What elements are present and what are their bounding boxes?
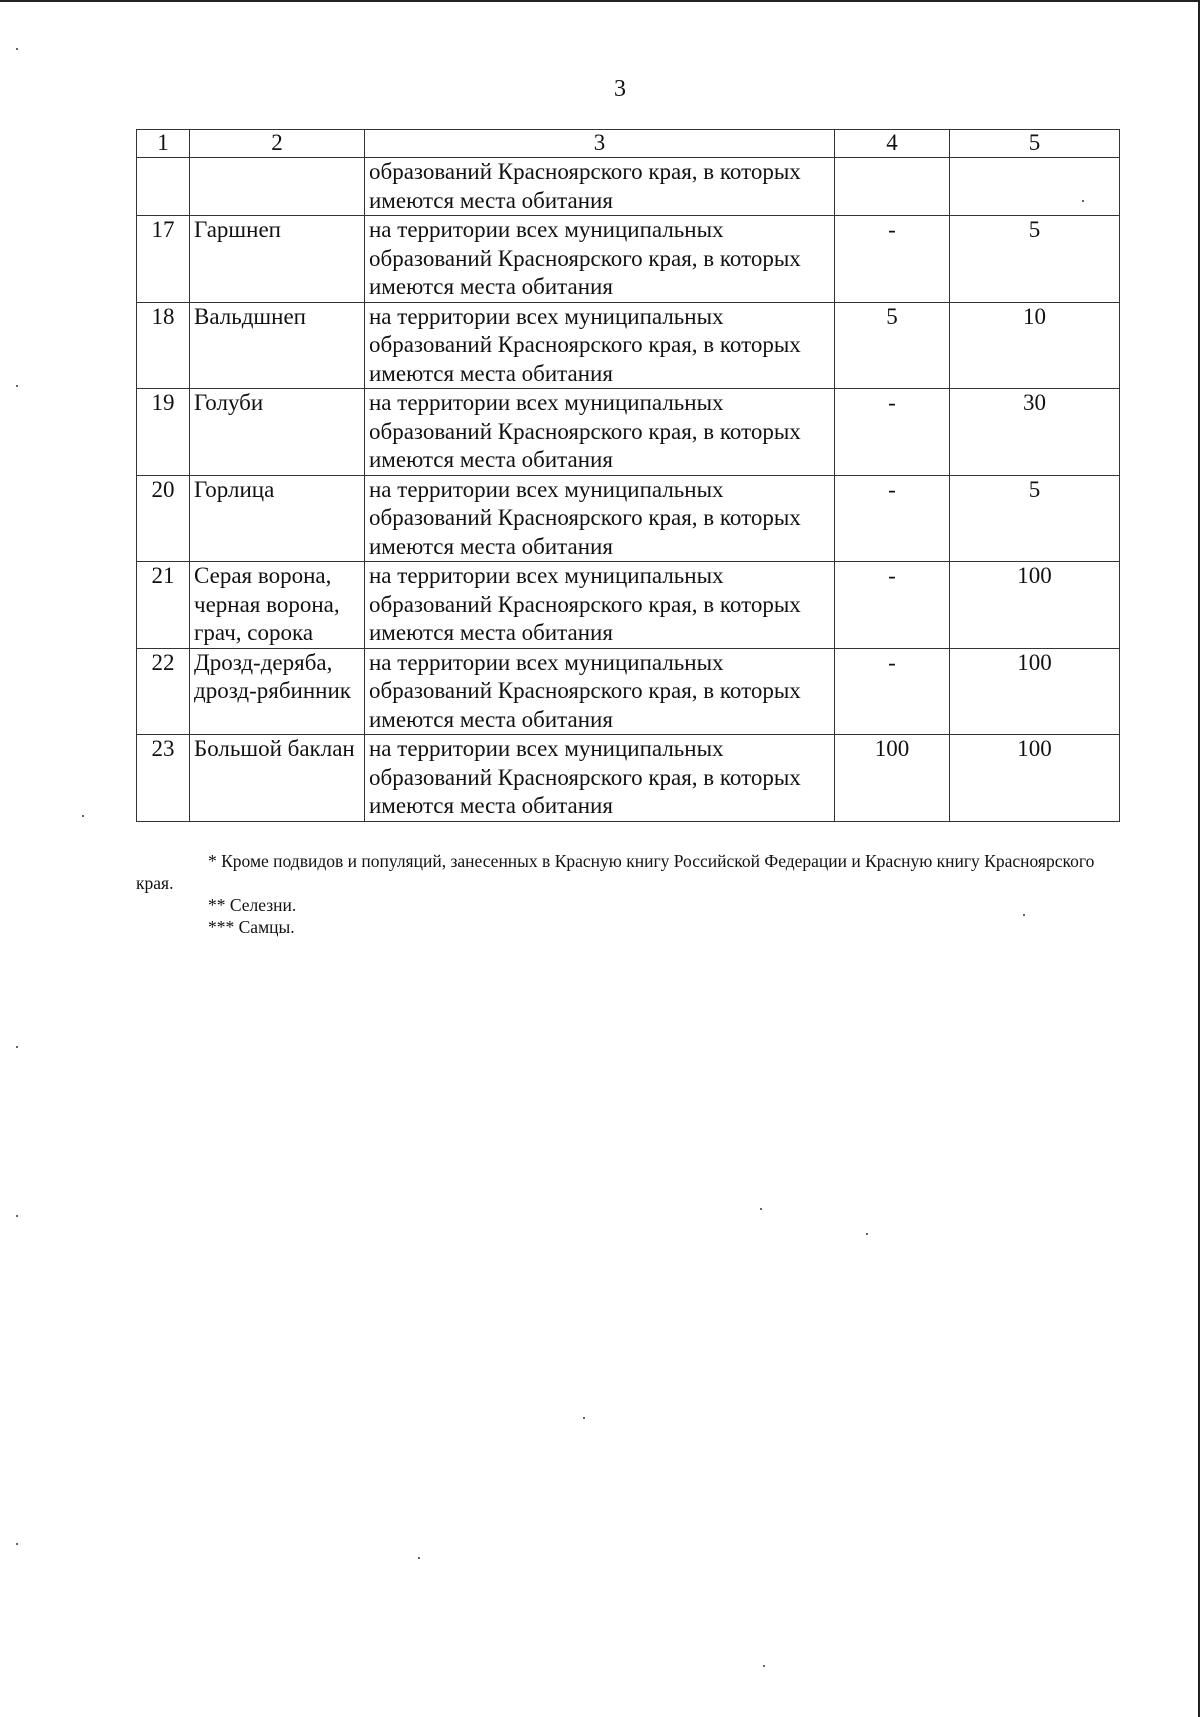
footnote-red-book: * Кроме подвидов и популяций, занесенных в Красную книгу Российской Федерации и Красную книгу Красноярского края. <box>136 851 1095 893</box>
table-row <box>137 475 1120 562</box>
territory-cell: на территории всех муниципальных образований Красноярского края, в которых имеются места обитания <box>365 216 835 303</box>
limit-col5-cell: 100 <box>950 562 1120 649</box>
scan-speck <box>760 1208 762 1210</box>
table-row <box>137 216 1120 303</box>
territory-cell: на территории всех муниципальных образований Красноярского края, в которых имеются места обитания <box>365 735 835 822</box>
scan-speck <box>1023 914 1025 916</box>
scan-speck <box>763 1665 765 1667</box>
table-row <box>137 562 1120 649</box>
territory-cell: образований Красноярского края, в которых имеются места обитания <box>365 158 835 216</box>
limit-col5-cell: 30 <box>950 389 1120 476</box>
limit-col5-cell: 5 <box>950 216 1120 303</box>
row-number-cell: 18 <box>137 302 190 389</box>
table-row <box>137 302 1120 389</box>
header-cell: 1 <box>137 130 190 158</box>
row-number-cell: 19 <box>137 389 190 476</box>
species-name-cell: Вальдшнеп <box>190 302 365 389</box>
scan-speck <box>16 1215 18 1217</box>
limit-col5-cell: 100 <box>950 648 1120 735</box>
species-name-cell <box>190 158 365 216</box>
page-number: 3 <box>614 76 626 102</box>
header-cell: 2 <box>190 130 365 158</box>
header-cell: 5 <box>950 130 1120 158</box>
row-number-cell <box>137 158 190 216</box>
species-name-cell: Серая ворона, черная ворона, грач, сорока <box>190 562 365 649</box>
table-body <box>137 130 1120 822</box>
territory-cell: на территории всех муниципальных образований Красноярского края, в которых имеются места обитания <box>365 302 835 389</box>
scan-speck <box>418 1557 420 1559</box>
header-cell: 3 <box>365 130 835 158</box>
footnote-drakes: ** Селезни. <box>208 895 297 915</box>
scan-speck <box>866 1233 868 1235</box>
row-number-cell: 22 <box>137 648 190 735</box>
limit-col5-cell <box>950 158 1120 216</box>
limit-col4-cell: - <box>835 389 950 476</box>
scan-speck <box>16 1046 18 1048</box>
table-row <box>137 389 1120 476</box>
limit-col4-cell: - <box>835 562 950 649</box>
territory-cell: на территории всех муниципальных образований Красноярского края, в которых имеются места обитания <box>365 389 835 476</box>
limit-col5-cell: 100 <box>950 735 1120 822</box>
footnotes <box>136 850 1121 938</box>
limit-col4-cell: 5 <box>835 302 950 389</box>
limit-col4-cell: 100 <box>835 735 950 822</box>
scan-speck <box>16 1543 18 1545</box>
species-name-cell: Дрозд-деряба, дрозд-рябинник <box>190 648 365 735</box>
territory-cell: на территории всех муниципальных образований Красноярского края, в которых имеются места обитания <box>365 562 835 649</box>
limit-col4-cell <box>835 158 950 216</box>
limit-col4-cell: - <box>835 475 950 562</box>
species-name-cell: Гаршнеп <box>190 216 365 303</box>
territory-cell: на территории всех муниципальных образований Красноярского края, в которых имеются места обитания <box>365 475 835 562</box>
row-number-cell: 17 <box>137 216 190 303</box>
table-row <box>137 648 1120 735</box>
hunting-limits-table <box>136 129 1120 822</box>
limit-col5-cell: 10 <box>950 302 1120 389</box>
header-cell: 4 <box>835 130 950 158</box>
row-number-cell: 23 <box>137 735 190 822</box>
table-row <box>137 735 1120 822</box>
territory-cell: на территории всех муниципальных образований Красноярского края, в которых имеются места обитания <box>365 648 835 735</box>
table-header-row <box>137 130 1120 158</box>
scan-speck <box>16 48 18 50</box>
scan-speck <box>1082 200 1084 202</box>
row-number-cell: 21 <box>137 562 190 649</box>
species-name-cell: Голуби <box>190 389 365 476</box>
limit-col5-cell: 5 <box>950 475 1120 562</box>
limit-col4-cell: - <box>835 648 950 735</box>
scan-speck <box>82 815 84 817</box>
scan-speck <box>583 1417 585 1419</box>
species-name-cell: Большой баклан <box>190 735 365 822</box>
scan-speck <box>16 385 18 387</box>
table-row <box>137 158 1120 216</box>
limit-col4-cell: - <box>835 216 950 303</box>
row-number-cell: 20 <box>137 475 190 562</box>
footnote-males: *** Самцы. <box>208 917 295 937</box>
species-name-cell: Горлица <box>190 475 365 562</box>
